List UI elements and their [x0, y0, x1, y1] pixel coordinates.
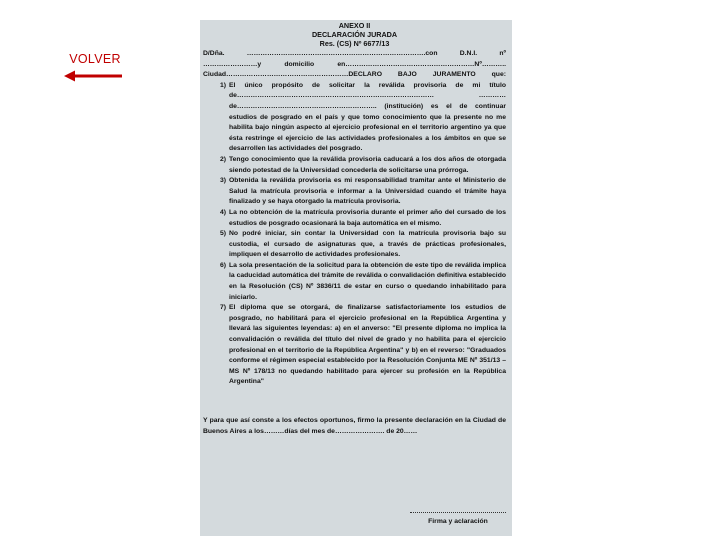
declaration-item-1 [203, 81, 506, 155]
intro-line-address: ……………………y domicilio en…………………………………………………Nº……….. [203, 60, 506, 68]
doc-header-annex: ANEXO II [338, 21, 371, 30]
volver-link[interactable] [62, 52, 128, 82]
declaration-document [200, 20, 512, 536]
closing-paragraph: Y para que así conste a los efectos oportunos, firmo la presente declaración en la Ciudad de Buenos Aires a los………días del mes de…………………. de 20…… [203, 417, 506, 435]
item-number: 4) [219, 208, 226, 216]
item-text: Tengo conocimiento que la reválida provisoria caducará a los dos años de otorgada siendo potestad de la Universidad concederla de solicitarse una prórroga. [229, 155, 506, 174]
item-text: La no obtención de la matrícula provisoria durante el primer año del cursado de los estudios de posgrado ocasionará la baja automática en el mismo. [229, 208, 506, 227]
item-text: Obtenida la reválida provisoria es mi responsabilidad tramitar ante el Ministerio de Salud la matrícula provisoria e informar a la Universidad cuando el trámite haya finalizado y se haya otorgado la matrícula provisoria. [229, 177, 506, 206]
intro-block [203, 49, 506, 81]
intro-line-name: D/Dña. …………………………………………………………………….con D.N.I. nº [203, 50, 506, 57]
signature-line [410, 512, 506, 513]
item-number: 6) [219, 261, 226, 269]
volver-label: VOLVER [69, 52, 121, 66]
declaration-item-7 [203, 303, 506, 388]
signature-label: Firma y aclaración [428, 518, 488, 526]
doc-header-title: DECLARACIÓN JURADA [311, 30, 398, 39]
item-number: 5) [219, 230, 226, 238]
declaration-item-2 [203, 155, 506, 176]
declaration-item-4 [203, 208, 506, 229]
declaration-item-5 [203, 229, 506, 261]
item-number: 1) [219, 81, 226, 89]
item-text: La sola presentación de la solicitud para la obtención de este tipo de reválida implica la caducidad automática del trámite de reválida o convalidación definitiva establecido en la Resolución (CS) Nº 3836/11 de estar en curso o quedando inhabilitado para iniciarlo. [229, 261, 506, 301]
intro-line-city: Ciudad………………………………………………DECLARO BAJO JURAMENTO que: [203, 71, 506, 79]
doc-header-resolution: Res. (CS) Nº 6677/13 [319, 39, 390, 48]
arrow-left-icon [62, 70, 128, 82]
item-text: No podré iniciar, sin contar la Universidad con la matrícula provisoria bajo su custodia, el cursado de asignaturas que, a través de prácticas profesionales, impliquen el desarrollo de actividades profesionales. [229, 230, 506, 259]
item-number: 3) [219, 177, 226, 185]
declaration-item-3 [203, 176, 506, 208]
item-text: El diploma que se otorgará, de finalizarse satisfactoriamente los estudios de posgrado, no habilitará para el ejercicio profesional en la República Argentina y llevará las siguientes leyendas: a) en el anverso: "El presente diploma no implica la convalidación o reválida del título del nivel de grado y no habilita para el ejercicio profesional en el territorio de la República Argentina" y b) en el reverso: "Graduados conforme el régimen especial establecido por la Resolución Conjunta ME Nº 351/13 – MS Nº 178/13 no quedando habilitado para ejercer su profesión en la República Argentina" [229, 304, 506, 386]
signature-block [410, 512, 506, 528]
item-text: El único propósito de solicitar la reválida provisoria de mi título de…………………………………………………………………………… …………de…………………………………………………….. (institución) es el de continuar estudios de posgrado en el país y que tomo conocimiento que la presente no me habilita bajo ningún aspecto al ejercicio profesional en el territorio argentino ya que ésta restringe el ejercicio de las actividades profesionales a los ámbitos en que se desarrollen las actividades del posgrado. [229, 81, 506, 153]
item-number: 2) [219, 155, 226, 163]
declaration-item-6 [203, 261, 506, 303]
item-number: 7) [219, 304, 226, 312]
